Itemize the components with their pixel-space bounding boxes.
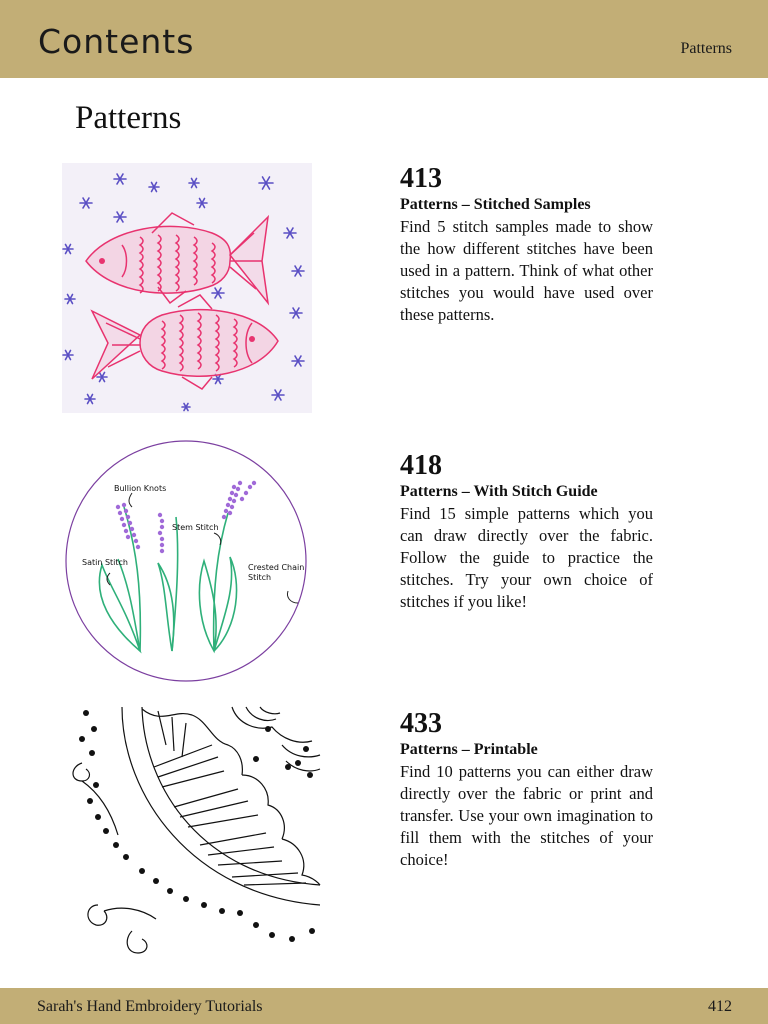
bullion-knots-label: Bullion Knots <box>114 484 167 493</box>
stitched-fish-sample-image[interactable] <box>62 163 312 413</box>
crested-chain-label: Crested Chain <box>248 563 305 572</box>
printable-pattern-image[interactable] <box>62 705 324 960</box>
page-number: 412 <box>708 998 732 1015</box>
entry-description: Find 10 patterns you can either draw directly over the fabric or print and transfer. Use your own imagination to fill them with the stitches of your choice! <box>400 762 653 869</box>
entry-description: Find 5 stitch samples made to show the how different stitches have been used in a pattern. Think of what other stitches you would have used over these patterns. <box>400 217 653 324</box>
entry-heading: Patterns – Printable <box>400 741 538 758</box>
section-label: Patterns <box>680 40 732 57</box>
entry-description: Find 15 simple patterns which you can draw directly over the fabric. Follow the guide to practice the stitches. Try your own choice of stitches if you like! <box>400 504 653 611</box>
satin-stitch-label: Satin Stitch <box>82 558 128 567</box>
entry-page-number: 413 <box>400 163 442 194</box>
crested-chain-label-line2: Stitch <box>248 573 272 582</box>
entry-heading: Patterns – Stitched Samples <box>400 196 591 213</box>
entry-433[interactable] <box>400 709 653 871</box>
entry-heading: Patterns – With Stitch Guide <box>400 483 598 500</box>
header-bar <box>0 0 768 78</box>
entry-413[interactable] <box>400 164 653 326</box>
book-title: Sarah's Hand Embroidery Tutorials <box>37 998 263 1015</box>
entry-page-number: 433 <box>400 708 442 739</box>
contents-link[interactable]: Contents <box>38 22 195 61</box>
entry-418[interactable] <box>400 451 653 613</box>
entry-page-number: 418 <box>400 450 442 481</box>
footer-bar <box>0 988 768 1024</box>
stitch-guide-hoop-image[interactable] <box>62 437 312 687</box>
stem-stitch-label: Stem Stitch <box>172 523 219 532</box>
page-title: Patterns <box>75 100 182 136</box>
